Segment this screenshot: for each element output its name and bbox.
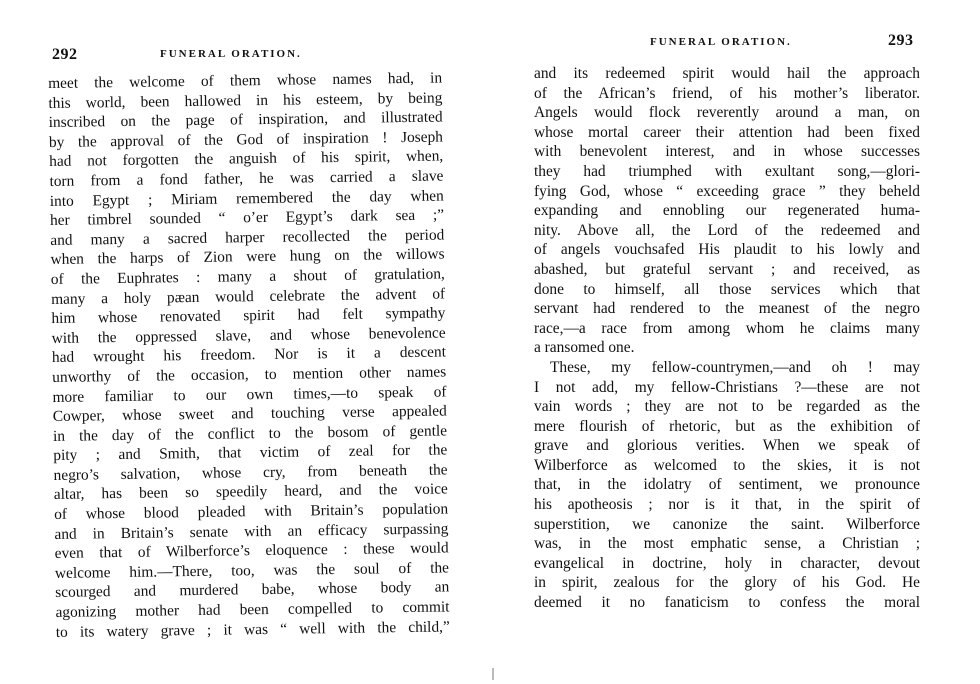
text-line: even that of Wilberforce’s eloquence : these would [54, 539, 449, 563]
text-line: and its redeemed spirit would hail the approach [534, 65, 920, 82]
text-line: grave and glorious verities. When we speak of [534, 437, 920, 455]
text-line: whose mortal career their attention had been fixed [534, 123, 920, 141]
right-body-text [534, 64, 920, 613]
left-body-text [48, 68, 450, 642]
text-line: and in Britain’s senate with an efficacy surpassing [54, 520, 449, 543]
text-line: and many a sacred harper recollected the period [50, 226, 445, 249]
text-line: this world, been hallowed in his esteem, by being [48, 89, 443, 112]
text-line: of the Euphrates : many a shout of gratulation, [50, 265, 445, 288]
text-line: fying God, whose “ exceeding grace ” they beheld [534, 182, 920, 200]
text-line: was, in the most emphatic sense, a Christian ; [534, 535, 920, 553]
text-line: superstition, we canonize the saint. Wilberforce [534, 515, 920, 533]
text-line: Angels would flock reverently around a man, on [534, 104, 920, 122]
text-line: evangelical in doctrine, holy in character, devout [534, 554, 920, 572]
text-line: more familiar to our own times,—to speak of [52, 382, 447, 406]
text-line: by the approval of the God of inspiration ! Joseph [48, 128, 444, 151]
text-line: of angels vouchsafed His plaudit to his lowly and [534, 241, 920, 259]
text-line: negro’s salvation, whose cry, from beneath the [53, 461, 448, 484]
text-line: into Egypt ; Miriam remembered the day when [49, 187, 444, 210]
text-line: a ransomed one. [534, 339, 635, 357]
text-line: abashed, but grateful servant ; and received, as [534, 260, 920, 278]
text-line: welcome him.—There, too, was the soul of the [54, 559, 450, 582]
text-line: altar, has been so speedily heard, and the voice [53, 480, 448, 504]
text-line: they had triumphed with exultant song,—glori- [534, 162, 920, 180]
text-line: him whose renovated spirit had felt sympathy [51, 304, 446, 328]
right-running-title: FUNERAL ORATION. [650, 36, 792, 48]
text-line: vain words ; they are not to be regarded as the [534, 398, 920, 416]
text-line: Cowper, whose sweet and touching verse appealed [52, 402, 447, 426]
text-line: her timbrel sounded “ o’er Egypt’s dark sea ;” [49, 206, 445, 230]
text-line: in the day of the conflict to the bosom of gentle [52, 422, 448, 445]
text-line: unworthy of the occasion, to mention other names [52, 363, 447, 386]
text-line: mere flourish of rhetoric, but as the exhibition of [534, 417, 920, 435]
text-line: pity ; and Smith, that victim of zeal for the [53, 441, 448, 465]
text-line: in spirit, zealous for the glory of his God. He [534, 574, 920, 592]
text-line: These, my fellow-countrymen,—and oh ! may [550, 358, 920, 376]
text-line: servant had rendered to the meanest of the negro [534, 300, 920, 318]
text-line: had not forgotten the anguish of his spirit, when, [49, 147, 444, 171]
text-line: meet the welcome of them whose names had, in [48, 69, 443, 92]
text-line: with benevolent interest, and in whose successes [534, 143, 920, 161]
text-line: with the oppressed slave, and whose benevolence [51, 324, 446, 347]
text-line: inscribed on the page of inspiration, and illustrated [48, 108, 443, 132]
text-line: expanding and ennobling our regenerated huma- [534, 202, 920, 220]
text-line: had wrought his freedom. Nor is it a descent [51, 343, 447, 367]
text-line: to its watery grave ; it was “ well with the child,” [55, 618, 450, 641]
text-line: torn from a fond father, he was carried a slave [49, 167, 444, 190]
text-line: scourged and murdered babe, whose body an [55, 578, 450, 602]
text-line: his apotheosis ; nor is it that, in the spirit of [534, 496, 920, 514]
text-line: that, in the idolatry of sentiment, we pronounce [534, 476, 920, 494]
text-line: deemed it no fanaticism to confess the moral [534, 594, 920, 612]
left-page-number: 292 [52, 46, 78, 63]
text-line: of the African’s friend, of his mother’s liberator. [534, 84, 920, 102]
left-running-title: FUNERAL ORATION. [160, 48, 302, 60]
text-line: many a holy pæan would celebrate the advent of [51, 285, 446, 308]
text-line: race,—a race from among whom he claims many [534, 319, 920, 337]
right-page [490, 0, 980, 684]
text-line: nity. Above all, the Lord of the redeemed and [534, 221, 920, 239]
text-line: agonizing mother had been compelled to commit [55, 598, 450, 621]
text-line: of whose blood pleaded with Britain’s population [54, 500, 449, 524]
right-page-number: 293 [888, 32, 914, 49]
text-line: when the harps of Zion were hung on the willows [50, 245, 445, 269]
text-line: I not add, my fellow-Christians ?—these are not [534, 378, 920, 396]
text-line: done to himself, all those services which that [534, 280, 920, 298]
text-line: Wilberforce as welcomed to the skies, it is not [534, 456, 920, 474]
